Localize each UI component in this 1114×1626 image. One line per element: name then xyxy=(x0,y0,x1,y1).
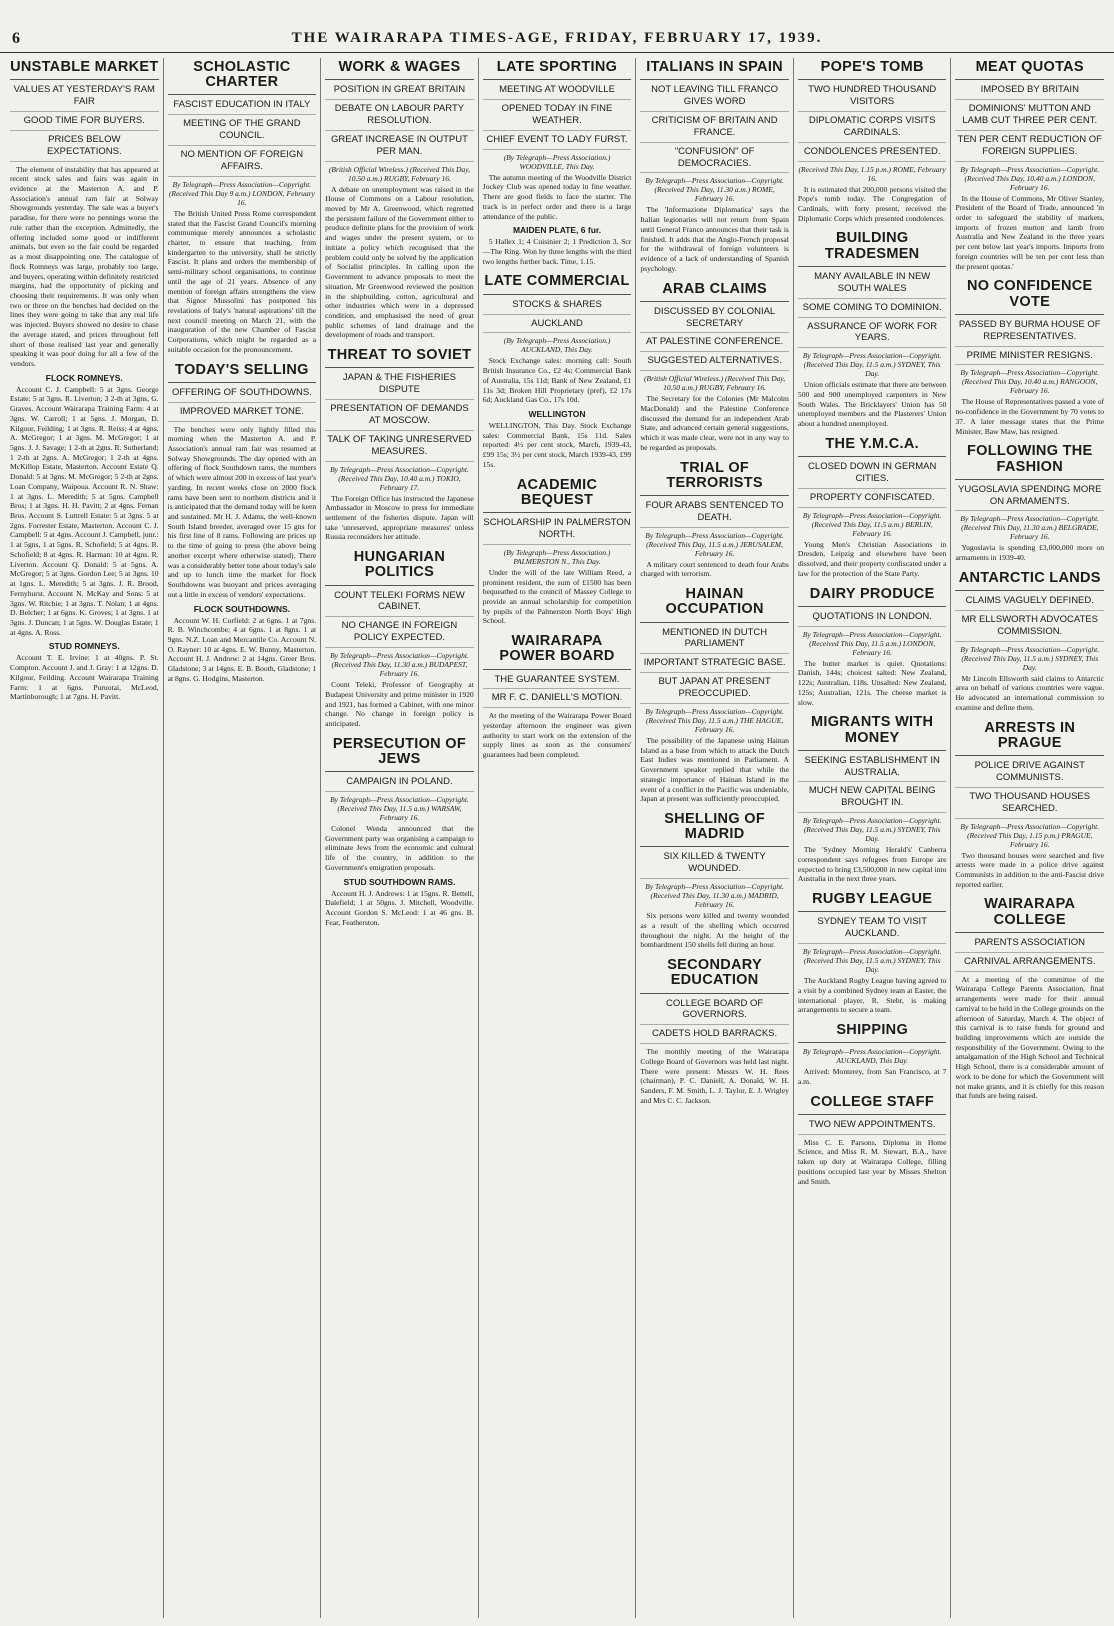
section-body: Account C. J. Campbell: 5 at 3gns. George Estate: 5 at 3gns. R. Liverton; 3 2-th at 3gns, G. Graves. Account Wairarapa Training Farm: 4 at 3gns. W. Carroll; 1 at 5gns. J. Morgan, D. Kilgour, Feilding; 1 at 3gns. R. Reiss; 4 at 4gns. A. McGregor; 1 at 3gns. M. McGregor; 1 at 5gns. J. J. Savage; 1 2-th at 2gns. R. Sutherland; 1 2-th at 2gns. A. McGregor; 1 2-th at 4gns. McKillop Estate, Masterton. Account Estate Q. Donald: 5 at 3gns. M. McGregor; 5 2-th at 2gns. Loan Company, Waipoua. Account R. N. Shaw: 1 at 3gns. L. Meredith; 5 at 5gns. Campbell Bros; 1 at 3gns. H. H. Pavitt; 2 at 4gns. Fernan Bros. Account S. Luttrell Estate: 5 at 3gns. 5 at 2gns. Forrester Estate, Masterton. Account C. J. Campbell: 5 at 4gns. Account J. Campbell, junr.: 1 at 5gns, 1 at 5gns. R. Schofield; 5 at 4gns. R. Schofield; 8 at 4gns. R. Harman: 10 at 4gns. R. Liverton. Account Q. Donald: 5 at 5gns. A. McGregor; 5 at 3gns. Gordon Lee; 5 at 3gns. 10 at 1gns. L. Meredith; 5 at 3gns. J. R. Brood, Fernyhurst. Account N. McKay and Sons: 5 at 3gns. W. Ritchie; 1 at 3gns. T. Nolan; 1 at 4gns. D. Belcher; 1 at 6gns. K. Groves; 1 at 3gns. 1 at 3gns. J. Duncan; 1 at 5gns. W. Douglas Estate; 1 at 4gns. A. Ross. xyxy=(10,384,159,637)
article-headline: BUILDING TRADESMEN xyxy=(798,231,947,266)
article-subheading: SEEKING ESTABLISHMENT IN AUSTRALIA. xyxy=(798,755,947,783)
article xyxy=(955,571,1104,713)
article-headline: LATE COMMERCIAL xyxy=(483,274,632,294)
article-subheading: "CONFUSION" OF DEMOCRACIES. xyxy=(640,146,789,174)
article-dateline: By Telegraph—Press Association—Copyright. (Received This Day, 11.5 a.m.) SYDNEY, This Day. xyxy=(802,816,942,844)
article-body: The House of Representatives passed a vote of no-confidence in the Government by 70 votes to 37. A later message states that the Prime Minister, Baw Maw, has resigned. xyxy=(955,397,1105,436)
section-heading: FLOCK SOUTHDOWNS. xyxy=(193,603,291,614)
article-subheading: TEN PER CENT REDUCTION OF FOREIGN SUPPLIES. xyxy=(955,134,1104,162)
article-subheading: OFFERING OF SOUTHDOWNS. xyxy=(168,387,317,403)
article-dateline: (Received This Day, 1.15 p.m.) ROME, February 16. xyxy=(798,164,946,183)
article-subheading: GREAT INCREASE IN OUTPUT PER MAN. xyxy=(325,134,474,162)
article xyxy=(483,634,632,760)
article-subheading: BUT JAPAN AT PRESENT PREOCCUPIED. xyxy=(640,676,789,704)
article-subheading: COLLEGE BOARD OF GOVERNORS. xyxy=(640,998,789,1026)
article-subheading: PASSED BY BURMA HOUSE OF REPRESENTATIVES. xyxy=(955,319,1104,347)
article-dateline: By Telegraph—Press Association—Copyright. (Received This Day, 10.40 a.m.) LONDON, February 16. xyxy=(960,164,1100,192)
article-dateline: (British Official Wireless.) (Received This Day, 10.50 a.m.) RUGBY, February 16. xyxy=(328,164,471,183)
article-body: Arrived: Monterey, from San Francisco, at 7 a.m. xyxy=(797,1067,947,1086)
article-subheading: THE GUARANTEE SYSTEM. xyxy=(483,674,632,690)
masthead xyxy=(0,0,1114,53)
article xyxy=(168,363,317,684)
article xyxy=(10,60,159,702)
article-subheading: YUGOSLAVIA SPENDING MORE ON ARMAMENTS. xyxy=(955,484,1104,512)
article-body: The Foreign Office has instructed the Japanese Ambassador in Moscow to press for immediate settlement of the fisheries dispute. Japan will take 'unreserved, appropriate measures' unless Russia reconsiders her attitude. xyxy=(325,493,474,542)
section-heading: FLOCK ROMNEYS. xyxy=(45,372,123,383)
column-6 xyxy=(794,58,952,1618)
section-body: Account H. J. Andrews: 1 at 15gns. R. Bettell, Dalefield; 1 at 50gns. J. Mitchell, Woodville. Account Gordon S. McLeod: 1 at 46 gns. B. Fear, Featherston. xyxy=(325,888,474,927)
article-headline: SHIPPING xyxy=(798,1023,947,1043)
article-body: It is estimated that 200,000 persons visited the Pope's tomb today. The Congregation of Cardinals, with forty present, received the Diplomatic Corps which presented condolences. xyxy=(797,184,947,223)
article-headline: ITALIANS IN SPAIN xyxy=(640,60,789,80)
section-body: 5 Hallex 1; 4 Cuisinier 2; 1 Prediction 3. Scr—The Ring. Won by three lengths with the third two lengths further back. Time, 1.15. xyxy=(482,237,632,266)
article-body: Two thousand houses were searched and five arrests were made in a police drive against Communists in addition to the anti-Fascist drive reported earlier. xyxy=(955,850,1105,889)
article-subheading: COUNT TELEKI FORMS NEW CABINET. xyxy=(325,590,474,618)
article-subheading: CADETS HOLD BARRACKS. xyxy=(640,1028,789,1044)
article-subheading: TWO HUNDRED THOUSAND VISITORS xyxy=(798,84,947,112)
article-subheading: CARNIVAL ARRANGEMENTS. xyxy=(955,956,1104,972)
article-headline: MEAT QUOTAS xyxy=(955,60,1104,80)
article-headline: SHELLING OF MADRID xyxy=(640,812,789,847)
article-headline: WAIRARAPA POWER BOARD xyxy=(483,634,632,669)
article-headline: LATE SPORTING xyxy=(483,60,632,80)
article-dateline: By Telegraph—Press Association—Copyright. (Received This Day, 10.40 a.m.) TOKIO, February 17. xyxy=(330,464,469,492)
page-number: 6 xyxy=(12,30,20,47)
column-7 xyxy=(951,58,1108,1618)
article-dateline: By Telegraph—Press Association—Copyright. (Received This Day, 11.30 a.m.) BUDAPEST, February 16. xyxy=(330,651,469,679)
article-dateline: By Telegraph—Press Association—Copyright. (Received This Day, 11.5 a.m.) THE HAGUE, February 16. xyxy=(645,706,784,734)
article-body: The autumn meeting of the Woodville District Jockey Club was opened today in fine weather. There are good fields to face the starter. The track is in perfect order and there is a large attendance of the public. xyxy=(482,172,632,221)
article-headline: ARRESTS IN PRAGUE xyxy=(955,721,1104,756)
article-headline: ARAB CLAIMS xyxy=(640,282,789,302)
article-body: A military court sentenced to death four Arabs charged with terrorism. xyxy=(640,559,789,579)
article-headline: RUGBY LEAGUE xyxy=(798,892,947,912)
article-subheading: PRIME MINISTER RESIGNS. xyxy=(955,350,1104,366)
article-subheading: AT PALESTINE CONFERENCE. xyxy=(640,336,789,352)
article-subheading: MEETING OF THE GRAND COUNCIL. xyxy=(168,118,317,146)
column-1 xyxy=(6,58,164,1618)
column-2 xyxy=(164,58,322,1618)
section-body: Account W. H. Corfield: 2 at 6gns. 1 at 7gns. R. B. Winchcombe; 4 at 6gns. 1 at 8gns. 1 at 9gns. N.Z. Loan and Mercantile Co. Account N. O. Rayner: 10 at 4gns. E. W. Bunny, Masterton. Account H. J. Andrew: 2 at 14gns. Greer Bros. Gladstone; 3 at 14gns. E. B. Booth, Gladstone; 1 at 8gns. G. Hodgins, Masterton. xyxy=(167,615,317,683)
article xyxy=(955,444,1104,563)
article xyxy=(483,274,632,469)
article-headline: SCHOLASTIC CHARTER xyxy=(168,60,317,95)
article-dateline: By Telegraph—Press Association—Copyright. AUCKLAND, This Day. xyxy=(802,1047,942,1066)
article-body: Colonel Wenda announced that the Government party was organising a campaign to eliminate Jews from the economic and cultural life of the country, in addition to the Government's emigration proposals. xyxy=(325,824,474,872)
article-body: Six persons were killed and twenty wounded as a result of the shelling which occurred throughout the night. At the height of the bombardment 150 shells fell during an hour. xyxy=(640,911,789,950)
article-headline: ACADEMIC BEQUEST xyxy=(483,478,632,513)
article-body: A debate on unemployment was raised in the House of Commons on a Labour resolution, moved by Mr A. Greenwood, which regretted the persistent failure of the Government either to produce definite plans for the provision of work and wages under the present system, or to initiate a policy which recognised that the problem could only be solved by the application of Socialist principles. In calling upon the Government to advance proposals to meet the situation, Mr Greenwood reviewed the position in the shipbuilding, cotton, agricultural and other industries which were in a depressed condition, and emphasised the need of great public schemes of land drainage and the development of roads and transport. xyxy=(325,184,474,340)
article-body: Miss C. E. Parsons, Diploma in Home Science, and Miss R. M. Stewart, B.A., have taken up duty at Wairarapa College, filling positions occupied last year by Misses Shelton and Smith. xyxy=(797,1137,947,1186)
section-body: Account T. E. Irvine: 1 at 40gns. P. St. Compton. Account J. and J. Gray: 1 at 12gns. D. Kilgour, Feilding. Account Wairarapa Training Farm: 1 at 6gns. Puruotai, McLeod, Martinborough; 1 at 7gns. H. Pavitt. xyxy=(10,653,159,702)
article-body: In the House of Commons, Mr Oliver Stanley, President of the Board of Trade, announced 'in order to safeguard the stability of markets, imports of frozen mutton and lamb from Australia and New Zealand in the three years per cent below last year's imports. Imports from foreign countries will be ten per cent less than the present quotas.' xyxy=(955,193,1105,271)
article-body: Union officials estimate that there are between 500 and 900 unemployed carpenters in New South Wales. The Bricklayers' Union has 50 unemployed members and the Plasterers' Union about a hundred unemployed. xyxy=(797,380,947,429)
article xyxy=(955,279,1104,436)
article-headline: SECONDARY EDUCATION xyxy=(640,958,789,993)
article-subheading: AUCKLAND xyxy=(483,318,632,334)
article-dateline: By Telegraph—Press Association—Copyright. (Received This Day, 11.5 a.m.) JERUSALEM, February 16. xyxy=(645,530,784,558)
article-body: The butter market is quiet. Quotations: Danish, 144s; choicest salted: New Zealand, 122s; Australian, 118s. Unsalted: New Zealand, 125s; Australian, 121s. The cheese market is slow. xyxy=(797,658,947,707)
article-dateline: (By Telegraph—Press Association.) PALMERSTON N., This Day. xyxy=(503,547,611,566)
article-body: The element of instability that has appeared at recent stock sales and fairs was again in evidence at the Masterton A. and P. Association's annual ram fair at Solway Showgrounds yesterday. The sale was a buyer's paradise, for there were no pennings worse the rule rather than the exception. Admittedly, the offering included some good or indifferent animals, but even so the fair could be regarded as a most disappointing one. The catalogue of flock Romneys was large, probably too large, and buyers, operating within definitely restricted margins, had the opportunity of picking and choosing their requirements. It was only when two or three on the benches had decided on the lines they were going to take that any real life was injected. Buyers showed no desire to chase the average stated, and prices throughout fell short of those realised last year and generally speaking it was poor doing for all a few of the vendors. xyxy=(10,164,159,368)
article-headline: POPE'S TOMB xyxy=(798,60,947,80)
article xyxy=(640,282,789,453)
article-subheading: NO CHANGE IN FOREIGN POLICY EXPECTED. xyxy=(325,620,474,648)
article-body: The 'Informazione Diplomatica' says the Italian legionaries will not return from Spain until General Franco announces that their task is finished. It adds that the Anglo-French proposal for the withdrawal of foreign volunteers is evidence of a lack of understanding of Spanish psychology. xyxy=(640,205,789,273)
section-heading: WELLINGTON xyxy=(528,409,586,420)
article xyxy=(798,892,947,1015)
article-subheading: IMPORTANT STRATEGIC BASE. xyxy=(640,657,789,673)
article-headline: HUNGARIAN POLITICS xyxy=(325,550,474,585)
article-body: The benches were only lightly filled this morning when the Masterton A. and P. Association's annual ram fair was resumed at Solway Showgrounds. The day opened with an offering of flock Southdown rams, the numbers of which were almost 200 in excess of last year's yarding. In recent weeks close on 2000 flock rams have been sent to northern districts and it is anticipated that the demand today will be keen and sustained. Mr H. J. Adams, the well-known South Island breeder, averaged over 15 gns for his first line of 8 rams. Following are prices up to the time of going to press (the above being another excerpt where otherwise stated). There was a considerably better tone about today's sale and up to lunch time the market for flock Southdowns was buoyant and prices averaging out a little in excess of vendors' expectations. xyxy=(167,424,317,599)
article-subheading: PRICES BELOW EXPECTATIONS. xyxy=(10,134,159,162)
article-body: The Auckland Rugby League having agreed to a visit by a combined Sydney team at Easter, the international player, R. Stehr, is making arrangements to secure a team. xyxy=(797,976,947,1015)
article-headline: HAINAN OCCUPATION xyxy=(640,587,789,622)
article-subheading: SIX KILLED & TWENTY WOUNDED. xyxy=(640,851,789,879)
article-dateline: By Telegraph—Press Association—Copyright. (Received This Day, 1.15 p.m.) PRAGUE, February 16. xyxy=(960,821,1100,849)
article-subheading: MANY AVAILABLE IN NEW SOUTH WALES xyxy=(798,271,947,299)
article xyxy=(325,550,474,729)
article-subheading: STOCKS & SHARES xyxy=(483,299,632,315)
article xyxy=(640,958,789,1105)
article-body: Count Teleki, Professor of Geography at Budapest University and prime minister in 1920 and 1921, has formed a Cabinet, with one minor change. No change in foreign policy is anticipated. xyxy=(325,680,474,728)
article-subheading: DIPLOMATIC CORPS VISITS CARDINALS. xyxy=(798,115,947,143)
article-subheading: TALK OF TAKING UNRESERVED MEASURES. xyxy=(325,434,474,462)
article-subheading: DISCUSSED BY COLONIAL SECRETARY xyxy=(640,306,789,334)
article-dateline: By Telegraph—Press Association—Copyright. (Received This Day, 11.5 a.m.) SYDNEY, This Day. xyxy=(802,351,942,379)
article-subheading: MUCH NEW CAPITAL BEING BROUGHT IN. xyxy=(798,785,947,813)
article-subheading: GOOD TIME FOR BUYERS. xyxy=(10,115,159,131)
article-subheading: TWO NEW APPOINTMENTS. xyxy=(798,1119,947,1135)
article-headline: UNSTABLE MARKET xyxy=(10,60,159,80)
article-subheading: CAMPAIGN IN POLAND. xyxy=(325,776,474,792)
column-3 xyxy=(321,58,479,1618)
article-subheading: ASSURANCE OF WORK FOR YEARS. xyxy=(798,321,947,349)
article-subheading: POSITION IN GREAT BRITAIN xyxy=(325,84,474,100)
article-headline: THREAT TO SOVIET xyxy=(325,348,474,368)
article xyxy=(640,60,789,274)
article-subheading: SYDNEY TEAM TO VISIT AUCKLAND. xyxy=(798,916,947,944)
article-body: The monthly meeting of the Wairarapa College Board of Governors was held last night. There were present: Messrs W. H. Rees (chairman), P. C. Daniell, A. Donald, W. H. Sanders, F. M. Smith, L. J. Taylor, E. J. Wrigley and Mrs C. C. Jackson. xyxy=(640,1047,789,1105)
article-headline: MIGRANTS WITH MONEY xyxy=(798,715,947,750)
column-5 xyxy=(636,58,794,1618)
article-headline: TODAY'S SELLING xyxy=(168,363,317,383)
section-heading: MAIDEN PLATE, 6 fur. xyxy=(512,225,602,236)
article-body: The Secretary for the Colonies (Mr Malcolm MacDonald) and the Palestine Conference discussed the demand for an independent Arab State, and advanced certain general suggestions, which it was made clear, were not in any way to be regarded as proposals. xyxy=(640,394,789,452)
article-headline: WORK & WAGES xyxy=(325,60,474,80)
article-subheading: CLOSED DOWN IN GERMAN CITIES. xyxy=(798,461,947,489)
article xyxy=(640,461,789,580)
article xyxy=(483,478,632,627)
article-subheading: MEETING AT WOODVILLE xyxy=(483,84,632,100)
article-headline: COLLEGE STAFF xyxy=(798,1095,947,1115)
article-dateline: By Telegraph—Press Association—Copyright. (Received This Day, 11.30 a.m.) BELGRADE, February 16. xyxy=(960,514,1100,542)
article-headline: WAIRARAPA COLLEGE xyxy=(955,897,1104,932)
article xyxy=(955,897,1104,1101)
article-subheading: JAPAN & THE FISHERIES DISPUTE xyxy=(325,372,474,400)
article-dateline: By Telegraph—Press Association—Copyright. (Received This Day, 11.5 a.m.) LONDON, February 16. xyxy=(802,629,942,657)
article-body: At a meeting of the committee of the Wairarapa College Parents Association, final arrangements were made for their annual carnival to be held in the College grounds on the afternoon of Saturday, March 4. The object of this carnival is to raise funds for ground and building improvements which are outside the responsibility of the Government. Owing to the amalgamation of the High School and Technical High School, there is a considerable amount of work to be done for which the Government will not make grants, and it is chiefly for this reason that funds are being raised. xyxy=(955,974,1105,1101)
article-body: Young Men's Christian Associations in Dresden, Leipzig and elsewhere have been dissolved, and their property confiscated under a law for the protection of the State Party. xyxy=(797,539,947,578)
article-subheading: MENTIONED IN DUTCH PARLIAMENT xyxy=(640,627,789,655)
columns-container xyxy=(6,58,1108,1618)
article-subheading: VALUES AT YESTERDAY'S RAM FAIR xyxy=(10,84,159,112)
article-subheading: CLAIMS VAGUELY DEFINED. xyxy=(955,595,1104,611)
article-subheading: FOUR ARABS SENTENCED TO DEATH. xyxy=(640,500,789,528)
article-subheading: CRITICISM OF BRITAIN AND FRANCE. xyxy=(640,115,789,143)
article-headline: NO CONFIDENCE VOTE xyxy=(955,279,1104,314)
article xyxy=(798,715,947,884)
article-body: Stock Exchange sales: morning call: South British Insurance Co., £2 4s; Commercial Bank of Australia, 15s 11d; Bank of New Zealand, £1 11s 3d; Broken Hill Proprietary (pref), £2 17s 6d; Auckland Gas Co., 17s 10d. xyxy=(482,356,632,405)
article xyxy=(955,721,1104,890)
article xyxy=(955,60,1104,271)
article xyxy=(798,1023,947,1087)
article-body: The 'Sydney Morning Herald's' Canberra correspondent says refugees from Europe are expected to bring £3,500,000 in new capital into Australia in the next three years. xyxy=(797,845,947,884)
article-dateline: By Telegraph—Press Association—Copyright. (Received This Day, 11.5 a.m.) SYDNEY, This Day. xyxy=(960,644,1100,672)
article-subheading: CHIEF EVENT TO LADY FURST. xyxy=(483,134,632,150)
article-subheading: CONDOLENCES PRESENTED. xyxy=(798,146,947,162)
article-body: Under the will of the late William Reed, a prominent resident, the sum of £1500 has been bequeathed to the council of Massey College to provide an annual scholarship for competition by pupils of the Palmerston North Boys' High School. xyxy=(482,567,632,626)
article-body: The British United Press Rome correspondent stated that the Fascist Grand Council's morning communique merely announces a scholastic charter, to ensure that teaching, from kindergarten to the university, shall be strictly Fascist. It plans and orders the membership of semi-military school organisations, to continue until the age of 21 years. Absence of any mention of foreign affairs strengthens the view that Signor Mussolini has postponed his revelations of Italy's 'natural aspirations' till the next council meeting on March 21, with the inauguration of the new Chamber of Fascist Corporations, which might be regarded as a suitable occasion for the pronouncement. xyxy=(167,208,317,354)
article-headline: DAIRY PRODUCE xyxy=(798,587,947,607)
section-body: WELLINGTON, This Day. Stock Exchange sales: Commercial Bank, 15s 11d. Sales reported: 4½ per cent stock, March, 1939-43, £99 15s; 3½ per cent stock, March 1939-43, £99 15s. xyxy=(482,421,632,469)
article xyxy=(483,60,632,266)
column-4 xyxy=(479,58,637,1618)
article-dateline: By Telegraph—Press Association—Copyright. (Received This Day, 11.5 a.m.) SYDNEY, This Day. xyxy=(802,947,942,975)
article-subheading: SCHOLARSHIP IN PALMERSTON NORTH. xyxy=(483,517,632,545)
article-subheading: FASCIST EDUCATION IN ITALY xyxy=(168,99,317,115)
article-subheading: DEBATE ON LABOUR PARTY RESOLUTION. xyxy=(325,103,474,131)
article-subheading: PROPERTY CONFISCATED. xyxy=(798,492,947,508)
article xyxy=(325,60,474,340)
article xyxy=(798,1095,947,1187)
article-subheading: NOT LEAVING TILL FRANCO GIVES WORD xyxy=(640,84,789,112)
article-subheading: IMPROVED MARKET TONE. xyxy=(168,406,317,422)
article-subheading: NO MENTION OF FOREIGN AFFAIRS. xyxy=(168,149,317,177)
article-body: The possibility of the Japanese using Hainan Island as a base from which to attack the Dutch East Indies was mentioned in Parliament. A Government speaker replied that while the strategic importance of Hainan Island in the event of a conflict in the Pacific was undeniable, Japan at present was sufficiently preoccupied. xyxy=(640,735,789,804)
article-dateline: By Telegraph—Press Association—Copyright. (Received This Day, 11.5 a.m.) BERLIN, February 16. xyxy=(802,510,942,538)
article xyxy=(325,737,474,928)
section-heading: STUD ROMNEYS. xyxy=(48,641,120,652)
article-headline: FOLLOWING THE FASHION xyxy=(955,444,1104,479)
article-dateline: By Telegraph—Press Association—Copyright. (Received This Day, 11.30 a.m.) MADRID, February 16. xyxy=(645,882,784,910)
article xyxy=(325,348,474,542)
article-dateline: By Telegraph—Press Association—Copyright. (Received This Day, 11.30 a.m.) ROME, February 16. xyxy=(645,176,784,204)
article-subheading: SUGGESTED ALTERNATIVES. xyxy=(640,355,789,371)
article xyxy=(168,60,317,355)
article xyxy=(798,231,947,428)
article-dateline: (By Telegraph—Press Association.) AUCKLAND, This Day. xyxy=(503,336,611,355)
article-headline: PERSECUTION OF JEWS xyxy=(325,737,474,772)
article-dateline: (British Official Wireless.) (Received This Day, 10.50 a.m.) RUGBY, February 16. xyxy=(644,374,786,393)
article xyxy=(798,587,947,708)
article-subheading: QUOTATIONS IN LONDON. xyxy=(798,611,947,627)
article-subheading: SOME COMING TO DOMINION. xyxy=(798,302,947,318)
article-body: At the meeting of the Wairarapa Power Board yesterday afternoon the engineer was given authority to start work on the extension of the supply lines as soon as the consumers' guarantees had been completed. xyxy=(482,711,632,760)
article-subheading: DOMINIONS' MUTTON AND LAMB CUT THREE PER CENT. xyxy=(955,103,1104,131)
article-body: Mr Lincoln Ellsworth said claims to Antarctic area on behalf of various countries were vague. He advocated an international commission to examine and define them. xyxy=(955,673,1105,712)
article-dateline: By Telegraph—Press Association—Copyright. (Received This Day, 10.40 a.m.) RANGOON, February 16. xyxy=(960,368,1100,396)
article-headline: THE Y.M.C.A. xyxy=(798,437,947,457)
article-subheading: MR F. C. DANIELL'S MOTION. xyxy=(483,692,632,708)
section-heading: STUD SOUTHDOWN RAMS. xyxy=(343,876,456,887)
article xyxy=(798,60,947,223)
article-subheading: IMPOSED BY BRITAIN xyxy=(955,84,1104,100)
article-subheading: TWO THOUSAND HOUSES SEARCHED. xyxy=(955,791,1104,819)
article-subheading: POLICE DRIVE AGAINST COMMUNISTS. xyxy=(955,760,1104,788)
article-subheading: PARENTS ASSOCIATION xyxy=(955,937,1104,953)
article-headline: TRIAL OF TERRORISTS xyxy=(640,461,789,496)
article-subheading: OPENED TODAY IN FINE WEATHER. xyxy=(483,103,632,131)
article-dateline: (By Telegraph—Press Association.) WOODVILLE, This Day. xyxy=(503,152,611,171)
newspaper-title: THE WAIRARAPA TIMES-AGE, FRIDAY, FEBRUARY 17, 1939. xyxy=(291,30,823,46)
article-headline: ANTARCTIC LANDS xyxy=(955,571,1104,591)
article xyxy=(640,587,789,804)
article-subheading: MR ELLSWORTH ADVOCATES COMMISSION. xyxy=(955,614,1104,642)
article xyxy=(640,812,789,950)
article-body: Yugoslavia is spending £3,000,000 more on armaments in 1939-40. xyxy=(955,543,1105,563)
article-subheading: PRESENTATION OF DEMANDS AT MOSCOW. xyxy=(325,403,474,431)
article-dateline: By Telegraph—Press Association—Copyright. (Received This Day 9 a.m.) LONDON, February 16. xyxy=(168,179,315,207)
article-dateline: By Telegraph—Press Association—Copyright. (Received This Day, 11.5 a.m.) WARSAW, February 16. xyxy=(330,795,469,822)
article xyxy=(798,437,947,579)
